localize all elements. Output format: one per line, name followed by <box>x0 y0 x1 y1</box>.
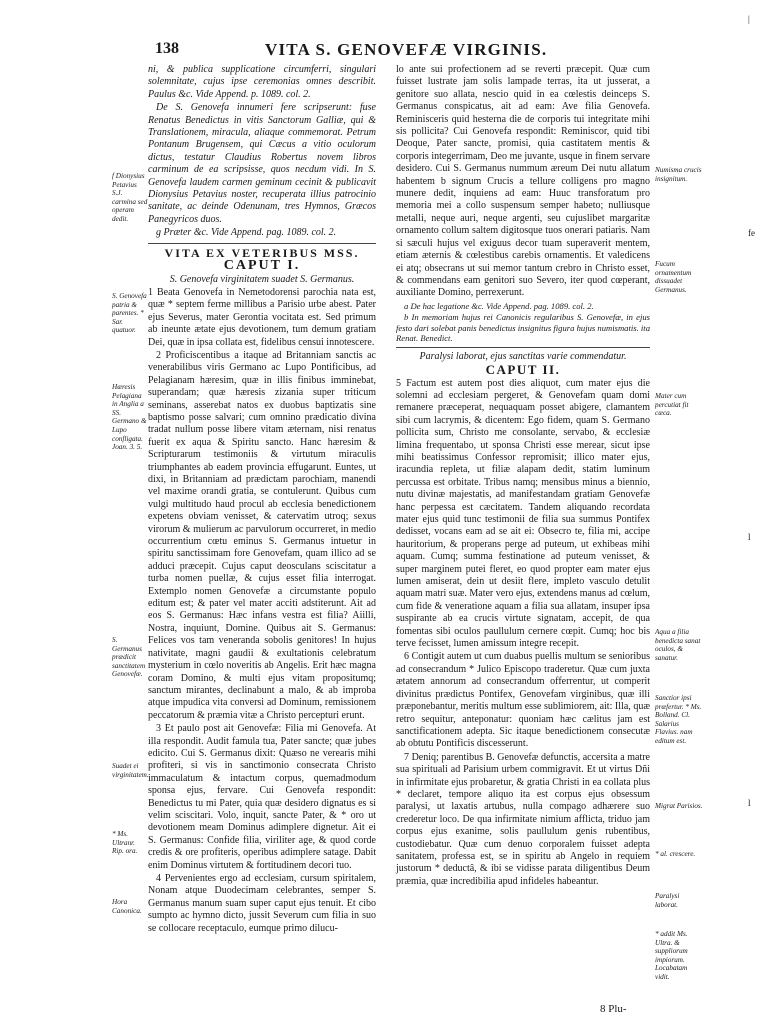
margin-note: Fucum ornamentum dissuadet Germanus. <box>655 260 692 294</box>
margin-note: Hora Canonica. <box>112 898 142 915</box>
body-paragraph: 2 Proficiscentibus a itaque ad Britanniam sanctis ac venerabilibus viris Germano ac Lupo Pontificibus, ad Pelagianam hæresim, quæ in illis finibus imminebat, superandam; quæ hæresis zizania super triticum seminans, asserebat natos ex duobus baptizatis sine baptismo posse salvari; cum omnino prædicatio divina tradat nullum posse libere vitam æternam, nisi renatus fuerit ex aqua & Spiritu sancto. Hanc hæresim & Scripturarum testimoniis & virtutum miraculis triumphantes ab eadem provincia effugarunt. Euntes, ut dixi, in Britanniam ad prædictam parochiam, manendi vel maxime orandi gratia, se contulerunt. Quibus cum vulgi multitudo haud procul ab ecclesia benedictionem expetens obviam venisset, & catervatim utroq; sexus virorum & mulierum ac parvulorum occurreret, in medio occurrentium cœtu eminus S. Germanus intuetur in spiritu sanctissimam fore Genovefam, quam illico ad se adduci præcepit. Cujus caput deosculans sciscitatur a turba nomen puellæ, & cujus esset filia interrogat. Extemplo nomen Genovefæ a circumstante populo editum est; & pater vel mater acciti adstiterunt. Ait ad eos S. Germanus: Hæc infans vestra est filia? Aiilli, Nostra, inquiunt, Domine. Quibus ait S. Germanus: Felices vos tam veneranda sobolis genitores! In hujus nativitate, magni gaudii & exultationis celebratum mysterium in cœlo noveritis ab Angelis. Erit hæc magna coram Domino, & multi ejus vitam propositumq; sanctum mirantes, declinabunt a malo, & ab improba atque impudica vita conversi ad Dominum, remissionem peccatorum & præmia vitæ a Christo percepturi erunt. <box>148 349 376 721</box>
running-header <box>155 40 735 62</box>
margin-note: Migrat Parisios. <box>655 802 703 810</box>
margin-note: Suadet ei virginitatem. <box>112 762 149 779</box>
margin-note: * al. crescere. <box>655 850 696 858</box>
body-paragraph: lo ante sui profectionem ad se reverti præcepit. Quæ cum fuisset lustrate jam solis lampade terras, ita ut jusserat, a genitore suo allata, nescio quid in ea cœlestis deinceps S. Germanus conspicatus, ait ad eam: Ave filia Genovefa. Reminisceris quid hesterna die de corporis tui integritate mihi sis pollicita? Cui Genovefa respondit: Reminiscor, quid tibi Deoque, Pater sancte, promisi, quia castitatem mentis & corporis integerrimam, Deo me juvante, usque in finem servare desidero. Cui S. Germanus nummum æreum Dei nutu allatum habentem b signum Crucis a tellure colligens pro magno munere dedit, inquiens ad eam: Huuc transforatum pro memoria mei a collo suspensum semper habeto; nulliusque metalli, neque auri, neque argenti, seu cujuslibet margaritæ ornamento collum saltem digitosque tuos onerari patiaris. Nam si sæculi hujus vel exiguus decor tuam superaverit mentem, etiam æternis & cœlestibus carebis ornamentis. Et valedicens ei atq; obsecrans ut sui memor tantum crebro in Christo esset, & commendans eam genitori suo Severo, iter quod cœperant, auxiliante Domino, perrexerunt. <box>396 64 650 299</box>
margin-note: S. Genovefa patria & parentes. * Sar. quatuor. <box>112 292 147 335</box>
page-edge: | fe l l <box>748 14 755 808</box>
intro-note: g Præter &c. Vide Append. pag. 1089. col. 2. <box>156 227 337 239</box>
chapter-heading: CAPUT II. <box>485 362 561 378</box>
footnote: a De hac legatione &c. Vide Append. pag. 1089. col. 2. <box>404 300 594 311</box>
vita-title: VITA EX VETERIBUS MSS. <box>164 245 360 260</box>
page-number: 138 <box>155 40 179 57</box>
divider <box>148 243 376 244</box>
margin-note: Mater cum percutiat fit cæca. <box>655 392 689 418</box>
footnote: b In memoriam hujus rei Canonicis regularibus S. Genovefæ, in ejus festo dari solebat panis benedictus insignitus figura hujus numismatis. ita Renat. Benedict. <box>396 312 650 344</box>
body-paragraph: 4 Pervenientes ergo ad ecclesiam, cursum spiritalem, Nonam atque Duodecimam celebrantes, semper S. Germanus manum suam super caput ejus tenuit. Et cibo sumpto ac hymno dicto, jussit Severum cum filia in suo se collocare receptaculo, eumque primo dilucu- <box>148 873 376 934</box>
catchword: 8 Plu- <box>600 1003 627 1015</box>
chapter-summary: Paralysi laborat, ejus sanctitas varie commendatur. <box>419 350 627 362</box>
chapter-heading: CAPUT I. <box>223 258 301 274</box>
margin-note: Paralysi laborat. <box>655 892 680 909</box>
margin-note: Numisma crucis insignitum. <box>655 166 702 183</box>
margin-note: f Dionysius Petavius S.J. carmina sed operam dedit. <box>112 172 148 223</box>
body-paragraph: 3 Et paulo post ait Genovefæ: Filia mi Genovefa. At illa respondit. Audit famula tua, Pater sancte; quæ jubes edicito. Cui S. Germanus dixit: Quæso ne verearis mihi profiteri, si vis in sanctimonio consecrata Christo immaculatum & intactum corpus, quemadmodum sponsa ejus, fervare. Cui Genovefa respondit: Benedictus tu mi Pater, quia quæ desidero dignatus es si velim sciscitari. Volo, inquit, sancte Pater, & * oro ut devotionem meam Dominus adimplere dignetur. Ait ei S. Germanus: Confide filia, viriliter age, & quod corde credis & ore profiteris, operibus adimplere satage. Dabit enim Dominus virtutem & fortitudinem decori tuo. <box>148 723 376 871</box>
divider <box>396 347 650 348</box>
body-paragraph: 6 Contigit autem ut cum duabus puellis multum se senioribus ad consecrandum * Julico Episcopo traderetur. Quæ cum juxta ætatem annorum ad consecrandum offerrentur, ut comperit divinitus prædictus Pontifex, Genovefam virginibus, quæ illi præponebantur, meritis multum esse sublimiorem, ait: Illa, quæ retro sequitur, anteponatur: quoniam hæc cælitus jam est sanctificationem adepta. Sic itaque benedictionem consecutæ ab obtutu Pontificis discesserunt. <box>396 651 650 750</box>
margin-note: Aqua a filia benedicta sanat oculos, & sanatur. <box>655 628 701 662</box>
margin-note: S. Germanus prædicit sanctitatem Genovefæ. <box>112 636 146 679</box>
margin-note: * Ms. Ultranr. Rip. ora. <box>112 830 138 856</box>
left-column <box>148 64 376 936</box>
margin-note: Hæresis Pelagiana in Anglia a SS. Germano & Lupo confligata. Joan. 3. 5. <box>112 383 147 452</box>
intro-paragraph: ni, & publica supplicatione circumferri, singulari solemnitate, cujus ipse ceremonias omnes describit. Paulus &c. Vide Append. p. 1089. col. 2. <box>148 64 376 100</box>
right-column <box>396 64 650 889</box>
margin-note: * addit Ms. Ultra. & suppliorum impiorum. Locabatam vidit. <box>655 930 688 981</box>
margin-note: Sanctior ipsi præfertur. * Ms. Bolland. Cl. Salarius Flavius. nam editum est. <box>655 694 702 745</box>
body-paragraph: 1 Beata Genovefa in Nemetodorensi parochia nata est, quæ * septem ferme millibus a Parisio urbe abest. Pater ejus Severus, mater Gerontia vocitata est. Sed primum ab ineunte ætate ejus devotionem, tum demum gratiam Dei, quæ in ipsa collata est, fidelibus censui innotescere. <box>148 286 376 348</box>
running-title: VITA S. GENOVEFÆ VIRGINIS. <box>265 40 548 59</box>
chapter-summary: S. Genovefa virginitatem suadet S. Germanus. <box>169 273 355 285</box>
body-paragraph: 7 Deniq; parentibus B. Genovefæ defunctis, accersita a matre sua spirituali ad Parisium urbem commigravit. Et ut virtus Dñi in infirmitate ejus probaretur, & gratia Christi in ea collata plus * declaret, tempore aliquo ita est corpus ejus obsessum paralysi, ut laxatis artubus, nulla compago adhærere suo crederetur loco. De qua infirmitate nimium afflicta, triduo jam corpus ejus exanime, solis paullulum genis rubentibus, custodiebatur. Quæ cum denuo corporalem fuisset adepta sanitatem, professa est, se in spiritu ab Angelo in requiem justorum * deductâ, & ibi se vidisse parata diligentibus Deum præmia, quæ incredibilia apud infideles habeantur. <box>396 751 650 887</box>
intro-paragraph: De S. Genovefa innumeri fere scripserunt: fuse Renatus Benedictus in vitis Sanctorum Galliæ, qui & Translationem, miracula, aliaque commemorat. Petrum Pontanum Brugensem, qui Cæcus a vitio oculorum dictus, testatur Claudius Robertus novem libros carminum de ea scripsisse, quos necdum vidi. In S. Genovefa laudem carmen geminum cecinit & publicavit Dionysius Petavius noster, recuperata illius patrocinio sanitate, ac deinde Odenunam, tres Hymnos, Græcos Panegyricos duos. <box>148 102 376 225</box>
body-paragraph: 5 Factum est autem post dies aliquot, cum mater ejus die solemni ad ecclesiam pergeret, & Genovefam quam domi remanere præceperat, nequaquam posset abigere, clamantem sibi cum lacrymis, & dicentem: Ego fidem, quam S. Germano pollicita sum, Christo me consolante, servabo, & ecclesiæ limina frequentabo, ut sponsa Christi esse merear, sicut ipse mihi beatissimus Confessor repromisit; illico mater ejus, iracundia repleta, ut filiæ alapam dedit, statim luminum percussa est orbitate. Tribus namq; mensibus minus a biennio, nutu divinæ majestatis, ad manifestandam gratiam Genovefæ hanc perpessa est cæcitatem. Tandem aliquando recordata mater ejus quid tunc testimonii de filia sua summus Pontifex dedisset, vocans eam ad se ait ei: Obsecro te, filia mi, accipe hauritorium, & properans perge ad puteum, ut exhibeas mihi aquam. Cumq; summa festinatione ad puteum venisset, & super marginem putei fleret, eo quod propter eam mater ejus lumen amiserat, dein ut desiit flere, impleto vasculo detulit aquam matri suæ. Mater vero ejus, extendens manus ad cœlum, cum fide & veneratione aquam a filia sua allatam, insuper ipsa suspirante ab ea crucis virtute signatam, accepit, de qua fomentas sibi oculos paullulum cernere cœpit. Cumq; hoc bis terve fecisset, lumen amissum integre recepit. <box>396 377 650 650</box>
